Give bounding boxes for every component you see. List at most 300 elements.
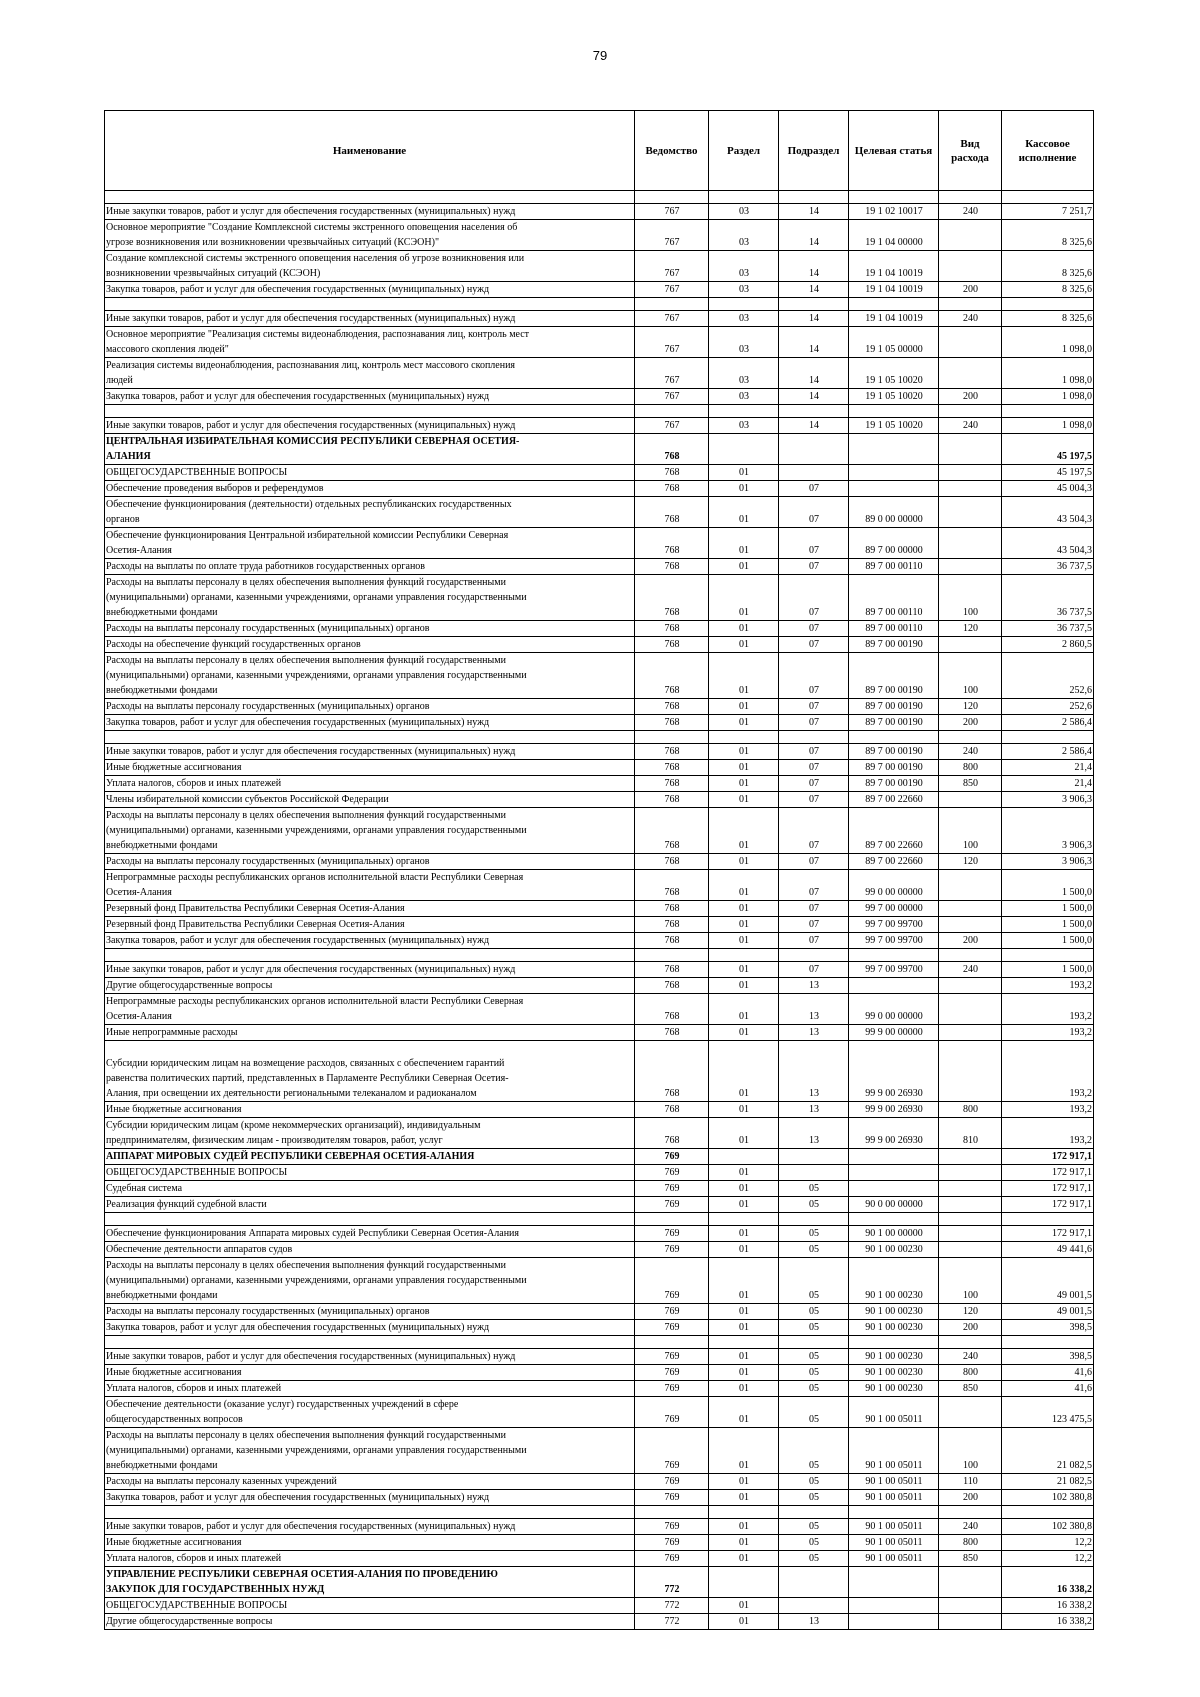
- cell-podrazdel: 07: [779, 575, 849, 621]
- cell-ispolnenie: 8 325,6: [1002, 282, 1094, 298]
- cell-name: [105, 870, 635, 901]
- cell-statya: 99 9 00 26930: [849, 1041, 939, 1102]
- cell-name: [105, 653, 635, 699]
- cell-vid: 800: [939, 1535, 1002, 1551]
- budget-table: [104, 110, 1094, 1630]
- cell-podrazdel: 07: [779, 933, 849, 949]
- table-row: [105, 1365, 1094, 1381]
- cell-vedomstvo: 768: [635, 1041, 709, 1102]
- cell-name: [105, 901, 635, 917]
- cell-name: [105, 1181, 635, 1197]
- cell-name: [105, 1258, 635, 1304]
- cell-name: [105, 220, 635, 251]
- table-row: [105, 528, 1094, 559]
- spacer-row: [105, 949, 1094, 962]
- cell-podrazdel: 13: [779, 1614, 849, 1630]
- cell-vedomstvo: 768: [635, 854, 709, 870]
- cell-name-line: Осетия-Алания: [106, 1011, 172, 1022]
- table-row: [105, 358, 1094, 389]
- header-vedomstvo: Ведомство: [635, 111, 709, 191]
- cell-razdel: 01: [709, 854, 779, 870]
- table-row: [105, 204, 1094, 220]
- cell-name: [105, 1102, 635, 1118]
- cell-ispolnenie: 172 917,1: [1002, 1181, 1094, 1197]
- section-header-row: [105, 434, 1094, 465]
- cell-name-line: ОБЩЕГОСУДАРСТВЕННЫЕ ВОПРОСЫ: [106, 1600, 288, 1611]
- cell-ispolnenie: 1 500,0: [1002, 917, 1094, 933]
- cell-vid: 800: [939, 1102, 1002, 1118]
- cell-name-line: Закупка товаров, работ и услуг для обеспечения государственных (муниципальных) нужд: [106, 284, 490, 295]
- cell-ispolnenie: 2 860,5: [1002, 637, 1094, 653]
- cell-statya: 89 7 00 00190: [849, 776, 939, 792]
- table-row: [105, 1428, 1094, 1474]
- cell-name-line: внебюджетными фондами: [106, 1460, 218, 1471]
- cell-name-line: АЛАНИЯ: [106, 451, 151, 462]
- cell-vedomstvo: 768: [635, 1118, 709, 1149]
- cell-name-line: Обеспечение функционирования Центральной избирательной комиссии Республики Северная: [106, 530, 509, 541]
- cell-vedomstvo: 768: [635, 870, 709, 901]
- cell-vid: 100: [939, 575, 1002, 621]
- cell-name-line: Иные бюджетные ассигнования: [106, 762, 242, 773]
- cell-statya: 19 1 05 10020: [849, 418, 939, 434]
- cell-vedomstvo: 768: [635, 962, 709, 978]
- table-row: [105, 1258, 1094, 1304]
- cell-podrazdel: [779, 1567, 849, 1598]
- cell-razdel: 01: [709, 1381, 779, 1397]
- table-row: [105, 1041, 1094, 1102]
- cell-ispolnenie: 16 338,2: [1002, 1567, 1094, 1598]
- cell-vid: 120: [939, 854, 1002, 870]
- cell-podrazdel: 05: [779, 1320, 849, 1336]
- cell-podrazdel: 07: [779, 497, 849, 528]
- table-row: [105, 1102, 1094, 1118]
- cell-statya: 90 1 00 00230: [849, 1320, 939, 1336]
- cell-ispolnenie: 193,2: [1002, 1118, 1094, 1149]
- cell-statya: 99 7 00 99700: [849, 933, 939, 949]
- cell-name: [105, 327, 635, 358]
- cell-razdel: 01: [709, 1197, 779, 1213]
- cell-podrazdel: 07: [779, 699, 849, 715]
- cell-vedomstvo: 769: [635, 1397, 709, 1428]
- cell-name-line: Расходы на выплаты персоналу государственных (муниципальных) органов: [106, 856, 430, 867]
- cell-vedomstvo: 769: [635, 1535, 709, 1551]
- cell-vedomstvo: 768: [635, 434, 709, 465]
- cell-name-line: Члены избирательной комиссии субъектов Российской Федерации: [106, 794, 389, 805]
- cell-name-line: Уплата налогов, сборов и иных платежей: [106, 778, 282, 789]
- cell-podrazdel: 05: [779, 1365, 849, 1381]
- table-row: [105, 251, 1094, 282]
- cell-name: [105, 559, 635, 575]
- cell-podrazdel: 13: [779, 1041, 849, 1102]
- cell-name-line: (муниципальными) органами, казенными учреждениями, органами управления государственными: [106, 825, 527, 836]
- cell-podrazdel: 05: [779, 1304, 849, 1320]
- cell-name-line: Расходы на выплаты персоналу в целях обеспечения выполнения функций государственными: [106, 577, 506, 588]
- cell-name-line: Расходы на выплаты по оплате труда работников государственных органов: [106, 561, 426, 572]
- cell-razdel: 03: [709, 418, 779, 434]
- cell-razdel: 03: [709, 358, 779, 389]
- cell-name: [105, 1320, 635, 1336]
- cell-vedomstvo: 769: [635, 1519, 709, 1535]
- cell-podrazdel: 05: [779, 1381, 849, 1397]
- table-row: [105, 311, 1094, 327]
- cell-name-line: Субсидии юридическим лицам (кроме некоммерческих организаций), индивидуальным: [106, 1120, 481, 1131]
- cell-name: [105, 744, 635, 760]
- cell-podrazdel: 14: [779, 311, 849, 327]
- cell-ispolnenie: 1 500,0: [1002, 870, 1094, 901]
- cell-name-line: Иные бюджетные ассигнования: [106, 1367, 242, 1378]
- cell-ispolnenie: 8 325,6: [1002, 311, 1094, 327]
- cell-razdel: 01: [709, 1320, 779, 1336]
- table-row: [105, 744, 1094, 760]
- cell-name: [105, 715, 635, 731]
- cell-name-line: Субсидии юридическим лицам на возмещение расходов, связанных с обеспечением гарантий: [106, 1058, 505, 1069]
- cell-statya: 99 9 00 00000: [849, 1025, 939, 1041]
- cell-podrazdel: 07: [779, 653, 849, 699]
- header-statya: Целевая статья: [849, 111, 939, 191]
- cell-razdel: 01: [709, 1519, 779, 1535]
- cell-ispolnenie: 45 197,5: [1002, 465, 1094, 481]
- cell-name-line: Другие общегосударственные вопросы: [106, 980, 273, 991]
- cell-statya: 19 1 02 10017: [849, 204, 939, 220]
- cell-podrazdel: 05: [779, 1181, 849, 1197]
- cell-name: [105, 1165, 635, 1181]
- cell-vid: [939, 358, 1002, 389]
- cell-podrazdel: 05: [779, 1519, 849, 1535]
- cell-podrazdel: 05: [779, 1349, 849, 1365]
- cell-ispolnenie: 1 098,0: [1002, 358, 1094, 389]
- cell-name-line: угрозе возникновения или возникновении чрезвычайных ситуаций (КСЭОН)": [106, 237, 440, 248]
- cell-name-line: ОБЩЕГОСУДАРСТВЕННЫЕ ВОПРОСЫ: [106, 467, 288, 478]
- cell-razdel: 01: [709, 1365, 779, 1381]
- section-header-row: [105, 1567, 1094, 1598]
- cell-statya: 90 1 00 00230: [849, 1381, 939, 1397]
- cell-ispolnenie: 12,2: [1002, 1551, 1094, 1567]
- cell-statya: 99 9 00 26930: [849, 1118, 939, 1149]
- cell-vid: [939, 497, 1002, 528]
- cell-podrazdel: [779, 1149, 849, 1165]
- cell-statya: 19 1 04 00000: [849, 220, 939, 251]
- cell-vid: 200: [939, 389, 1002, 405]
- table-row: [105, 1381, 1094, 1397]
- table-row: [105, 575, 1094, 621]
- spacer-row: [105, 1213, 1094, 1226]
- cell-vedomstvo: 768: [635, 575, 709, 621]
- cell-razdel: 01: [709, 962, 779, 978]
- cell-vid: 200: [939, 282, 1002, 298]
- cell-name: [105, 1149, 635, 1165]
- cell-statya: 99 7 00 00000: [849, 901, 939, 917]
- cell-vid: 100: [939, 653, 1002, 699]
- cell-ispolnenie: 36 737,5: [1002, 621, 1094, 637]
- cell-statya: 89 7 00 00190: [849, 699, 939, 715]
- cell-vedomstvo: 769: [635, 1349, 709, 1365]
- cell-podrazdel: 07: [779, 854, 849, 870]
- cell-razdel: 01: [709, 575, 779, 621]
- cell-razdel: 01: [709, 1242, 779, 1258]
- cell-statya: 90 1 00 05011: [849, 1474, 939, 1490]
- cell-vedomstvo: 769: [635, 1226, 709, 1242]
- cell-name-line: Расходы на выплаты персоналу в целях обеспечения выполнения функций государственными: [106, 810, 506, 821]
- cell-name: [105, 1397, 635, 1428]
- cell-razdel: 01: [709, 481, 779, 497]
- cell-name-line: (муниципальными) органами, казенными учреждениями, органами управления государственными: [106, 670, 527, 681]
- cell-razdel: 03: [709, 327, 779, 358]
- cell-podrazdel: 05: [779, 1474, 849, 1490]
- cell-razdel: 01: [709, 653, 779, 699]
- cell-name-line: Иные закупки товаров, работ и услуг для обеспечения государственных (муниципальных) нужд: [106, 964, 516, 975]
- cell-vid: 100: [939, 808, 1002, 854]
- cell-ispolnenie: 45 004,3: [1002, 481, 1094, 497]
- cell-vedomstvo: 768: [635, 699, 709, 715]
- cell-ispolnenie: 45 197,5: [1002, 434, 1094, 465]
- table-header-row: [105, 111, 1094, 191]
- cell-statya: 19 1 04 10019: [849, 311, 939, 327]
- table-row: [105, 1397, 1094, 1428]
- cell-ispolnenie: 21 082,5: [1002, 1428, 1094, 1474]
- cell-name: [105, 1197, 635, 1213]
- table-row: [105, 1551, 1094, 1567]
- cell-vedomstvo: 768: [635, 481, 709, 497]
- cell-name-line: Расходы на выплаты персоналу в целях обеспечения выполнения функций государственными: [106, 1260, 506, 1271]
- cell-razdel: 01: [709, 497, 779, 528]
- cell-name-line: Закупка товаров, работ и услуг для обеспечения государственных (муниципальных) нужд: [106, 935, 490, 946]
- cell-ispolnenie: 172 917,1: [1002, 1149, 1094, 1165]
- cell-vid: 120: [939, 1304, 1002, 1320]
- cell-statya: 90 1 00 00230: [849, 1349, 939, 1365]
- cell-vid: 100: [939, 1258, 1002, 1304]
- cell-podrazdel: 13: [779, 978, 849, 994]
- cell-podrazdel: 07: [779, 559, 849, 575]
- cell-vedomstvo: 768: [635, 917, 709, 933]
- table-row: [105, 760, 1094, 776]
- cell-vedomstvo: 768: [635, 744, 709, 760]
- cell-statya: 90 1 00 00000: [849, 1226, 939, 1242]
- cell-razdel: 03: [709, 311, 779, 327]
- cell-razdel: 01: [709, 715, 779, 731]
- table-row: [105, 1118, 1094, 1149]
- cell-podrazdel: 05: [779, 1258, 849, 1304]
- table-row: [105, 1304, 1094, 1320]
- header-ispolnenie: Кассовое исполнение: [1002, 111, 1094, 191]
- cell-name-line: внебюджетными фондами: [106, 840, 218, 851]
- cell-name-line: общегосударственных вопросов: [106, 1414, 243, 1425]
- cell-name: [105, 282, 635, 298]
- cell-vid: [939, 1041, 1002, 1102]
- cell-vedomstvo: 768: [635, 1025, 709, 1041]
- cell-ispolnenie: 7 251,7: [1002, 204, 1094, 220]
- cell-podrazdel: 07: [779, 621, 849, 637]
- cell-razdel: 01: [709, 1551, 779, 1567]
- cell-ispolnenie: 172 917,1: [1002, 1226, 1094, 1242]
- cell-vedomstvo: 767: [635, 311, 709, 327]
- cell-statya: 19 1 05 10020: [849, 358, 939, 389]
- cell-vid: [939, 1025, 1002, 1041]
- cell-razdel: 01: [709, 1428, 779, 1474]
- cell-podrazdel: 05: [779, 1490, 849, 1506]
- cell-vedomstvo: 769: [635, 1381, 709, 1397]
- cell-razdel: 01: [709, 1258, 779, 1304]
- cell-name: [105, 1226, 635, 1242]
- cell-name-line: Резервный фонд Правительства Республики Северная Осетия-Алания: [106, 919, 405, 930]
- cell-vedomstvo: 768: [635, 465, 709, 481]
- cell-name-line: Иные закупки товаров, работ и услуг для обеспечения государственных (муниципальных) нужд: [106, 1521, 516, 1532]
- table-row: [105, 559, 1094, 575]
- cell-name-line: Основное мероприятие "Создание Комплексной системы экстренного оповещения населения об: [106, 222, 518, 233]
- cell-name-line: органов: [106, 514, 140, 525]
- cell-ispolnenie: 16 338,2: [1002, 1598, 1094, 1614]
- cell-vid: [939, 901, 1002, 917]
- cell-statya: 90 1 00 05011: [849, 1397, 939, 1428]
- cell-razdel: 01: [709, 1165, 779, 1181]
- page-number: 79: [592, 48, 608, 63]
- cell-vedomstvo: 772: [635, 1614, 709, 1630]
- cell-name: [105, 1567, 635, 1598]
- cell-vedomstvo: 767: [635, 220, 709, 251]
- table-row: [105, 1197, 1094, 1213]
- table-row: [105, 1490, 1094, 1506]
- cell-podrazdel: 14: [779, 282, 849, 298]
- cell-name-line: Обеспечение проведения выборов и референдумов: [106, 483, 324, 494]
- cell-statya: 90 1 00 05011: [849, 1551, 939, 1567]
- cell-razdel: 01: [709, 760, 779, 776]
- cell-podrazdel: 05: [779, 1226, 849, 1242]
- cell-razdel: [709, 1567, 779, 1598]
- table-row: [105, 1242, 1094, 1258]
- cell-name-line: возникновении чрезвычайных ситуаций (КСЭОН): [106, 268, 321, 279]
- header-podrazdel: Подраздел: [779, 111, 849, 191]
- table-row: [105, 1165, 1094, 1181]
- cell-statya: 89 7 00 00190: [849, 760, 939, 776]
- cell-statya: [849, 465, 939, 481]
- table-row: [105, 776, 1094, 792]
- cell-statya: 19 1 04 10019: [849, 251, 939, 282]
- cell-ispolnenie: 123 475,5: [1002, 1397, 1094, 1428]
- cell-name-line: внебюджетными фондами: [106, 1290, 218, 1301]
- cell-razdel: 01: [709, 1181, 779, 1197]
- cell-podrazdel: 13: [779, 1102, 849, 1118]
- cell-statya: 90 1 00 00230: [849, 1365, 939, 1381]
- cell-podrazdel: 14: [779, 220, 849, 251]
- cell-razdel: 03: [709, 389, 779, 405]
- header-name: Наименование: [105, 111, 635, 191]
- cell-vedomstvo: 767: [635, 282, 709, 298]
- cell-vedomstvo: 769: [635, 1197, 709, 1213]
- cell-vid: [939, 465, 1002, 481]
- cell-statya: [849, 434, 939, 465]
- cell-ispolnenie: 193,2: [1002, 1041, 1094, 1102]
- cell-vid: [939, 1614, 1002, 1630]
- cell-razdel: 01: [709, 1397, 779, 1428]
- cell-ispolnenie: 41,6: [1002, 1381, 1094, 1397]
- cell-vedomstvo: 768: [635, 1102, 709, 1118]
- cell-name: [105, 1551, 635, 1567]
- cell-vid: 810: [939, 1118, 1002, 1149]
- cell-ispolnenie: 36 737,5: [1002, 575, 1094, 621]
- cell-statya: 99 0 00 00000: [849, 870, 939, 901]
- cell-statya: 90 1 00 00230: [849, 1258, 939, 1304]
- cell-statya: 89 7 00 00190: [849, 715, 939, 731]
- cell-razdel: 01: [709, 901, 779, 917]
- cell-statya: 99 7 00 99700: [849, 962, 939, 978]
- table-row: [105, 653, 1094, 699]
- cell-statya: 90 0 00 00000: [849, 1197, 939, 1213]
- table-row: [105, 1349, 1094, 1365]
- table-row: [105, 792, 1094, 808]
- cell-name-line: Иные закупки товаров, работ и услуг для обеспечения государственных (муниципальных) нужд: [106, 746, 516, 757]
- cell-vedomstvo: 767: [635, 389, 709, 405]
- cell-name: [105, 497, 635, 528]
- table-row: [105, 870, 1094, 901]
- cell-razdel: 01: [709, 621, 779, 637]
- cell-ispolnenie: 102 380,8: [1002, 1519, 1094, 1535]
- cell-ispolnenie: 102 380,8: [1002, 1490, 1094, 1506]
- cell-vedomstvo: 768: [635, 653, 709, 699]
- cell-statya: 99 0 00 00000: [849, 994, 939, 1025]
- cell-razdel: 01: [709, 776, 779, 792]
- cell-statya: 90 1 00 05011: [849, 1519, 939, 1535]
- table-row: [105, 933, 1094, 949]
- cell-vid: [939, 1397, 1002, 1428]
- cell-vedomstvo: 769: [635, 1304, 709, 1320]
- cell-name-line: Реализация функций судебной власти: [106, 1199, 267, 1210]
- table-row: [105, 854, 1094, 870]
- spacer-row: [105, 731, 1094, 744]
- cell-name-line: Непрограммные расходы республиканских органов исполнительной власти Республики Северная: [106, 996, 524, 1007]
- cell-podrazdel: 05: [779, 1242, 849, 1258]
- cell-podrazdel: 07: [779, 962, 849, 978]
- cell-ispolnenie: 41,6: [1002, 1365, 1094, 1381]
- cell-statya: 89 7 00 00110: [849, 575, 939, 621]
- spacer-row: [105, 298, 1094, 311]
- cell-statya: [849, 1181, 939, 1197]
- cell-name-line: (муниципальными) органами, казенными учреждениями, органами управления государственными: [106, 592, 527, 603]
- cell-podrazdel: [779, 1598, 849, 1614]
- cell-ispolnenie: 12,2: [1002, 1535, 1094, 1551]
- table-row: [105, 1535, 1094, 1551]
- cell-name: [105, 418, 635, 434]
- cell-vedomstvo: 768: [635, 776, 709, 792]
- cell-statya: 99 9 00 26930: [849, 1102, 939, 1118]
- cell-vid: [939, 1149, 1002, 1165]
- cell-ispolnenie: 193,2: [1002, 1102, 1094, 1118]
- table-body: [105, 204, 1094, 1630]
- cell-podrazdel: 07: [779, 808, 849, 854]
- cell-name: [105, 760, 635, 776]
- cell-statya: 89 7 00 22660: [849, 854, 939, 870]
- cell-ispolnenie: 49 001,5: [1002, 1258, 1094, 1304]
- cell-statya: 89 7 00 00190: [849, 637, 939, 653]
- cell-name: [105, 1304, 635, 1320]
- cell-name: [105, 434, 635, 465]
- cell-name-line: [106, 1041, 632, 1056]
- cell-name-line: ЗАКУПОК ДЛЯ ГОСУДАРСТВЕННЫХ НУЖД: [106, 1584, 325, 1595]
- cell-podrazdel: 14: [779, 327, 849, 358]
- cell-name-line: Расходы на выплаты персоналу казенных учреждений: [106, 1476, 337, 1487]
- cell-vid: [939, 1181, 1002, 1197]
- cell-vid: 240: [939, 1349, 1002, 1365]
- cell-statya: 90 1 00 05011: [849, 1535, 939, 1551]
- table-row: [105, 327, 1094, 358]
- cell-statya: 90 1 00 05011: [849, 1490, 939, 1506]
- cell-vedomstvo: 768: [635, 497, 709, 528]
- cell-vid: [939, 870, 1002, 901]
- cell-vid: [939, 251, 1002, 282]
- cell-vid: [939, 1226, 1002, 1242]
- cell-name: [105, 776, 635, 792]
- cell-vedomstvo: 769: [635, 1551, 709, 1567]
- cell-vid: [939, 1598, 1002, 1614]
- cell-name: [105, 1041, 635, 1102]
